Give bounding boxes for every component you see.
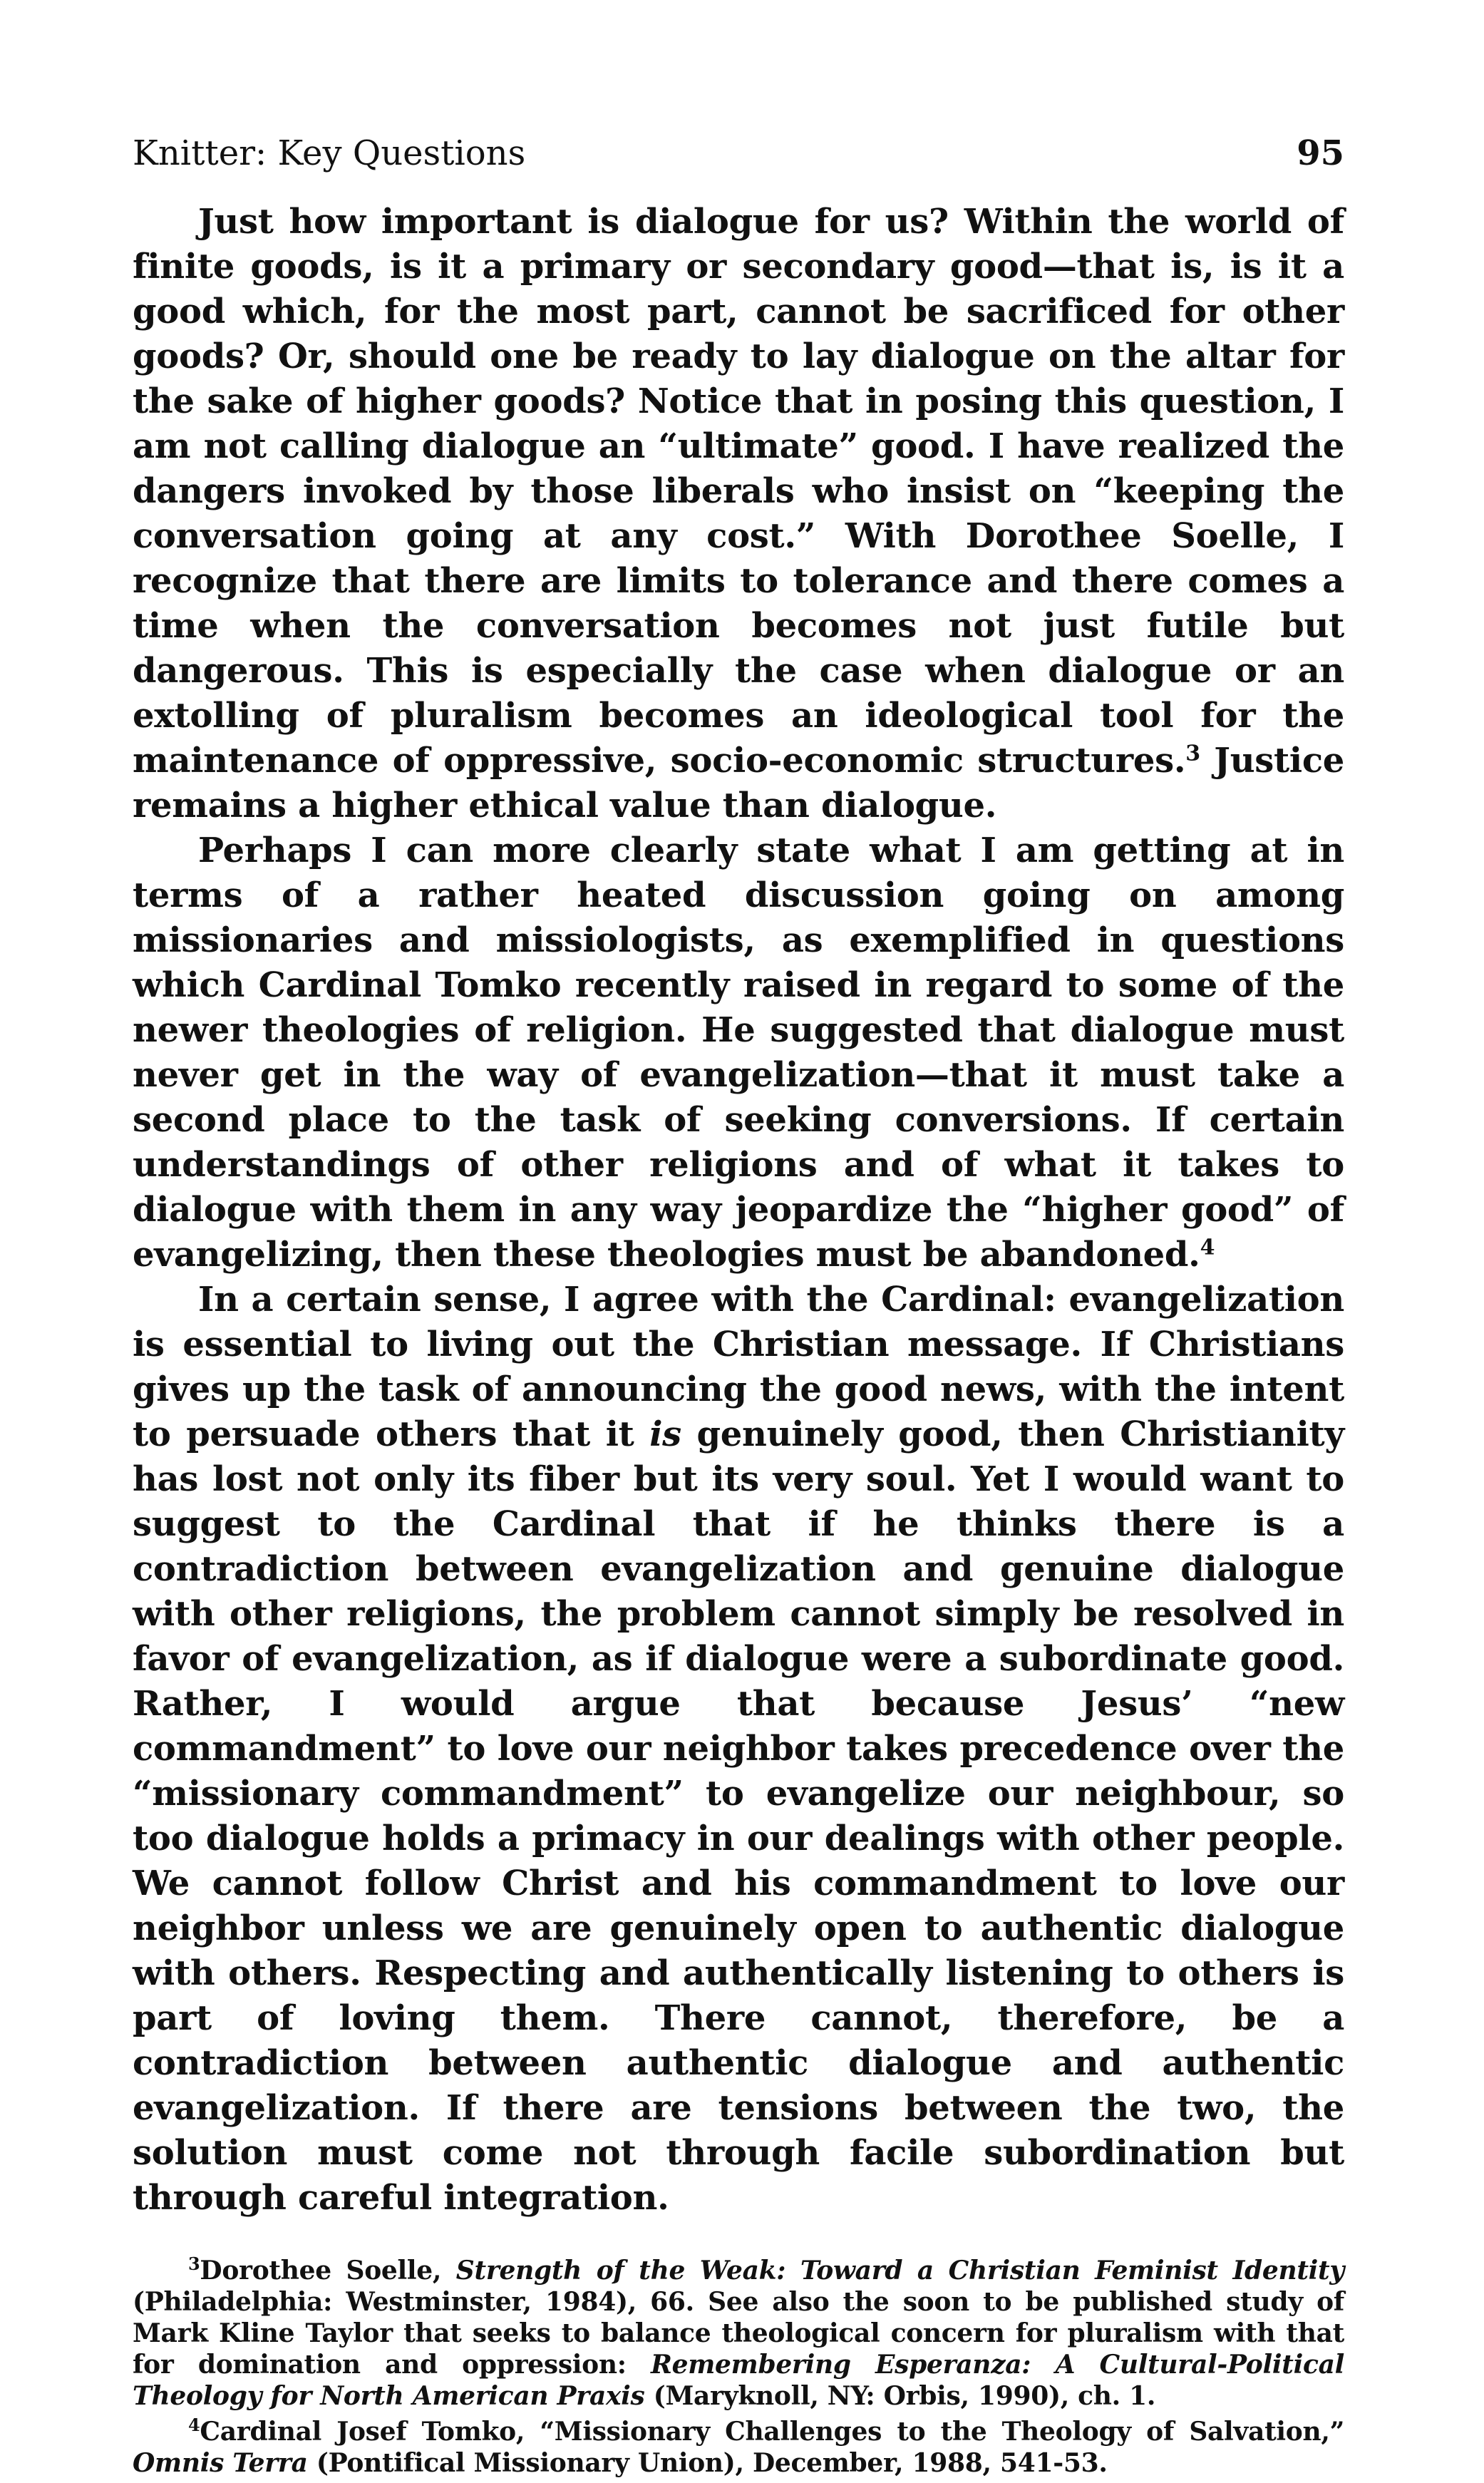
- footnote-author: Dorothee Soelle,: [200, 2256, 456, 2286]
- footnote-ref: 3: [1185, 741, 1200, 766]
- paragraph: [133, 1278, 1344, 2221]
- footnote-number: 4: [188, 2414, 200, 2435]
- footnote-text: (Pontifical Missionary Union), December, 1988, 541-53.: [307, 2448, 1108, 2478]
- running-head: [133, 121, 1344, 185]
- paragraph-text: genuinely good, then Christianity has lost not only its fiber but its very soul. Yet I would want to suggest to the Cardinal that if he thinks there is a contradiction between evangelization and genuine dialogue with other religions, the problem cannot simply be resolved in favor of evangelization, as if dialogue were a subordinate good. Rather, I would argue that because Jesus’ “new commandment” to love our neighbor takes precedence over the “missionary commandment” to evangelize our neighbour, so too dialogue holds a primacy in our dealings with other people. We cannot follow Christ and his commandment to love our neighbor unless we are genuinely open to authentic dialogue with others. Respecting and authentically listening to others is part of loving them. There cannot, therefore, be a contradiction between authentic dialogue and authentic evangelization. If there are tensions between the two, the solution must come not through facile subordination but through careful integration.: [133, 1414, 1344, 2218]
- body-text: [133, 200, 1344, 2221]
- footnote-author: Cardinal Josef Tomko, “Missionary Challenges to the Theology of Salvation,”: [200, 2417, 1344, 2447]
- paragraph: [133, 200, 1344, 828]
- running-head-title: Knitter: Key Questions: [133, 133, 526, 173]
- footnote-title: Omnis Terra: [133, 2448, 308, 2478]
- footnote-text: (Maryknoll, NY: Orbis, 1990), ch. 1.: [644, 2381, 1156, 2411]
- footnote-title: Remembering Esperanza: A Cultural-Political Theology for North American Praxis: [133, 2350, 1345, 2411]
- footnote-title: Strength of the Weak: Toward a Christian Feminist Identity: [455, 2256, 1344, 2286]
- paragraph-text: Perhaps I can more clearly state what I am getting at in terms of a rather heated discussion going on among missionaries and missiologists, as exemplified in questions which Cardinal Tomko recently raised in regard to some of the newer theologies of religion. He suggested that dialogue must never get in the way of evangelization—that it must take a second place to the task of seeking conversions. If certain understandings of other religions and of what it takes to dialogue with them in any way jeopardize the “higher good” of evangelizing, then these theologies must be abandoned.: [133, 831, 1344, 1275]
- footnote-ref: 4: [1200, 1235, 1215, 1260]
- footnote: [133, 2255, 1344, 2412]
- paragraph-text: Just how important is dialogue for us? Within the world of finite goods, is it a primary or secondary good—that is, is it a good which, for the most part, cannot be sacrificed for other goods? Or, should one be ready to lay dialogue on the altar for the sake of higher goods? Notice that in posing this question, I am not calling dialogue an “ultimate” good. I have realized the dangers invoked by those liberals who insist on “keeping the conversation going at any cost.” With Dorothee Soelle, I recognize that there are limits to tolerance and there comes a time when the conversation becomes not just futile but dangerous. This is especially the case when dialogue or an extolling of pluralism becomes an ideological tool for the maintenance of oppressive, socio-economic structures.: [133, 202, 1344, 781]
- paragraph-text: Justice remains a higher ethical value than dialogue.: [133, 741, 1344, 826]
- footnote: [133, 2416, 1344, 2479]
- footnotes: [133, 2255, 1344, 2479]
- paragraph-text: In a certain sense, I agree with the Cardinal: evangelization is essential to living out the Christian message. If Christians gives up the task of announcing the good news, with the intent to persuade others that it: [133, 1280, 1344, 1454]
- page: [133, 121, 1344, 2483]
- paragraph: [133, 828, 1344, 1278]
- footnote-text: (Philadelphia: Westminster, 1984), 66. See also the soon to be published study of Mark Kline Taylor that seeks to balance theological concern for pluralism with that for domination and oppression:: [133, 2287, 1344, 2380]
- footnote-number: 3: [188, 2253, 200, 2274]
- page-number: 95: [1297, 133, 1344, 173]
- emphasis: is: [649, 1414, 681, 1454]
